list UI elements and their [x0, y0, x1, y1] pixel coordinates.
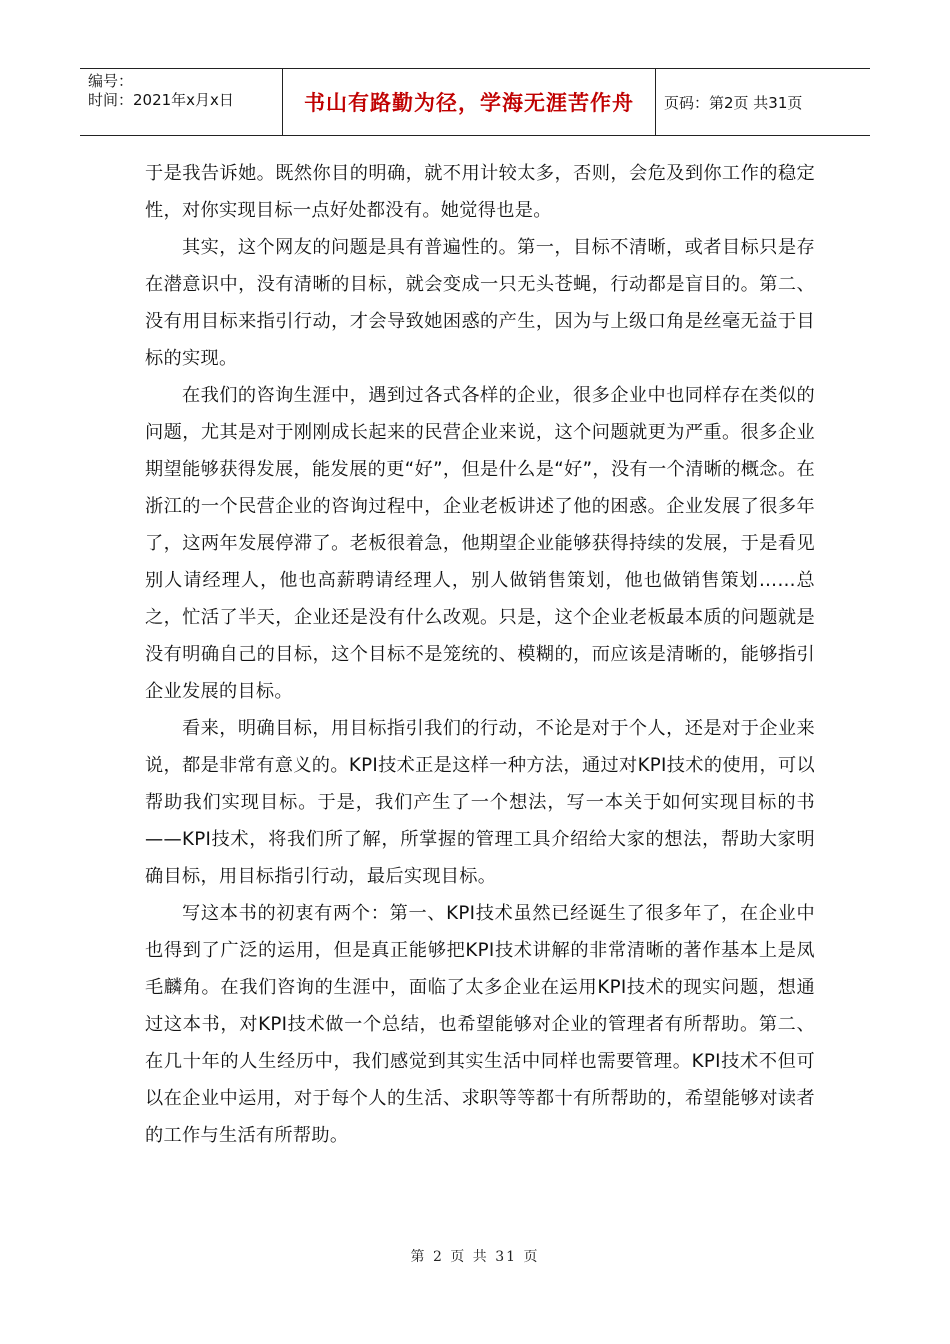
body-paragraph: 在我们的咨询生涯中，遇到过各式各样的企业，很多企业中也同样存在类似的问题，尤其是对于刚刚成长起来的民营企业来说，这个问题就更为严重。很多企业期望能够获得发展，能发展的更“好”，但是什么是“好”，没有一个清晰的概念。在浙江的一个民营企业的咨询过程中，企业老板讲述了他的困惑。企业发展了很多年了，这两年发展停滞了。老板很着急，他期望企业能够获得持续的发展，于是看见别人请经理人，他也高薪聘请经理人，别人做销售策划，他也做销售策划……总之，忙活了半天，企业还是没有什么改观。只是，这个企业老板最本质的问题就是没有明确自己的目标，这个目标不是笼统的、模糊的，而应该是清晰的，能够指引企业发展的目标。 — [145, 385, 815, 702]
document-body — [145, 155, 815, 1154]
body-paragraph: 看来，明确目标，用目标指引我们的行动，不论是对于个人，还是对于企业来说，都是非常有意义的。KPI技术正是这样一种方法，通过对KPI技术的使用，可以帮助我们实现目标。于是，我们产生了一个想法，写一本关于如何实现目标的书——KPI技术，将我们所了解，所掌握的管理工具介绍给大家的想法，帮助大家明确目标，用目标指引行动，最后实现目标。 — [145, 718, 815, 887]
body-paragraph: 于是我告诉她。既然你目的明确，就不用计较太多，否则，会危及到你工作的稳定性，对你实现目标一点好处都没有。她觉得也是。 — [145, 163, 815, 221]
document-number-label: 编号： — [88, 72, 134, 90]
body-paragraph: 其实，这个网友的问题是具有普遍性的。第一，目标不清晰，或者目标只是存在潜意识中，没有清晰的目标，就会变成一只无头苍蝇，行动都是盲目的。第二、没有用目标来指引行动，才会导致她困惑的产生，因为与上级口角是丝毫无益于目标的实现。 — [145, 237, 815, 369]
document-header — [80, 68, 870, 136]
header-motto: 书山有路勤为径，学海无涯苦作舟 — [304, 91, 634, 115]
page-footer: 第 2 页 共 31 页 — [410, 1249, 540, 1265]
body-paragraph: 写这本书的初衷有两个：第一、KPI技术虽然已经诞生了很多年了，在企业中也得到了广泛的运用，但是真正能够把KPI技术讲解的非常清晰的著作基本上是凤毛麟角。在我们咨询的生涯中，面临了太多企业在运用KPI技术的现实问题，想通过这本书，对KPI技术做一个总结，也希望能够对企业的管理者有所帮助。第二、在几十年的人生经历中，我们感觉到其实生活中同样也需要管理。KPI技术不但可以在企业中运用，对于每个人的生活、求职等等都十有所帮助的，希望能够对读者的工作与生活有所帮助。 — [145, 903, 815, 1146]
header-motto-cell — [282, 69, 656, 135]
header-page-cell — [656, 69, 870, 135]
header-meta-cell — [80, 69, 282, 135]
header-page-code: 页码：第2页 共31页 — [664, 93, 803, 112]
document-date-label: 时间：2021年x月x日 — [88, 91, 234, 109]
